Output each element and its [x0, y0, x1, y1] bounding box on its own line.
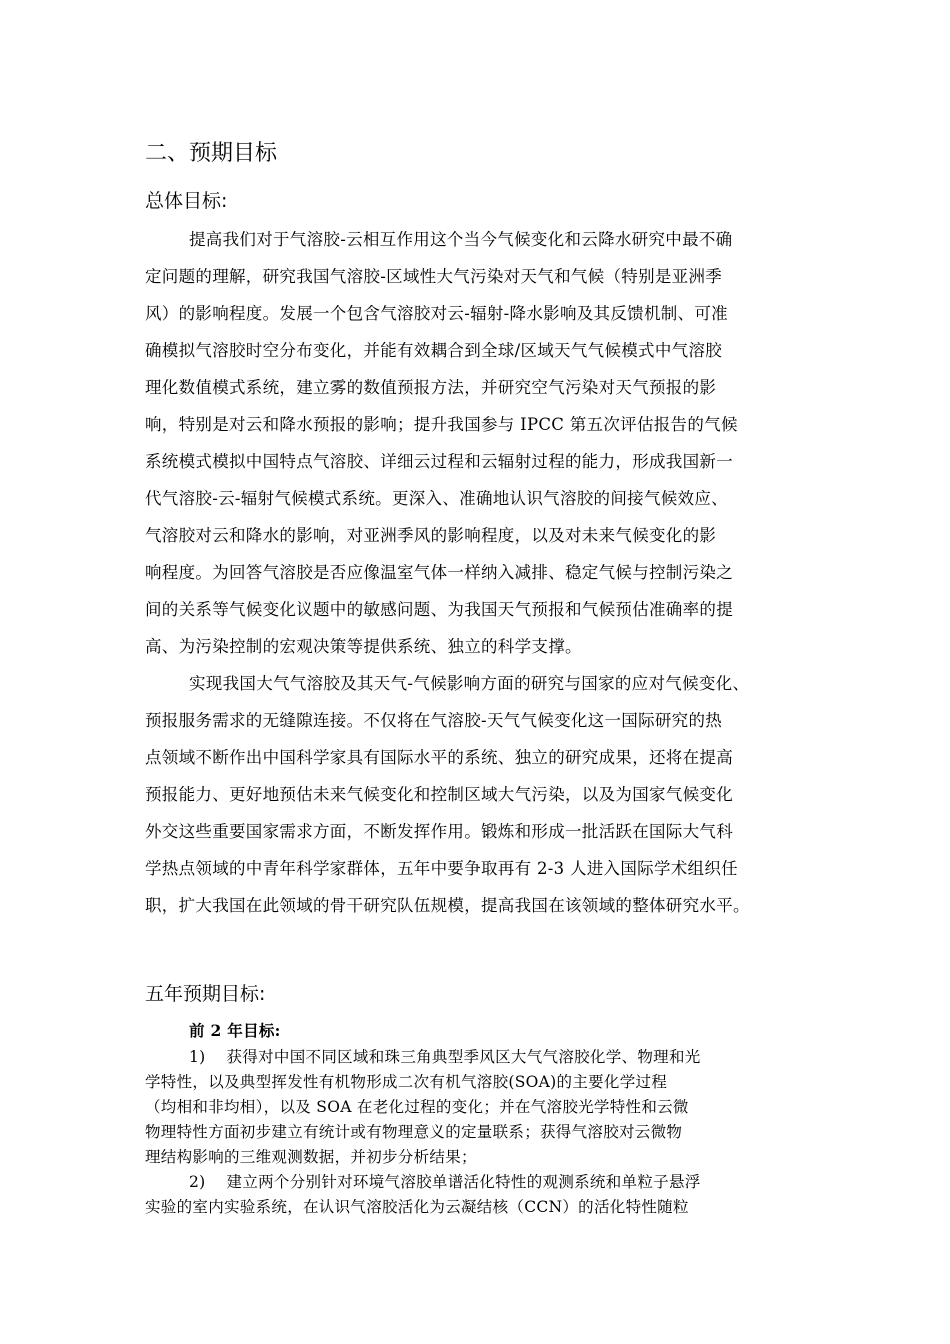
paragraph-line: 学热点领域的中青年科学家群体，五年中要争取再有 2-3 人进入国际学术组织任 [145, 859, 738, 878]
paragraph-line: 预报能力、更好地预估未来气候变化和控制区域大气污染，以及为国家气候变化 [145, 785, 733, 804]
paragraph-line: 确模拟气溶胶时空分布变化，并能有效耦合到全球/区域天气气候模式中气溶胶 [145, 341, 723, 360]
paragraph-line: 点领域不断作出中国科学家具有国际水平的系统、独立的研究成果，还将在提高 [145, 748, 733, 767]
section-heading: 二、预期目标 [145, 141, 278, 166]
paragraph-line: 响程度。为回答气溶胶是否应像温室气体一样纳入减排、稳定气候与控制污染之 [145, 563, 733, 582]
list-item-line: 1) 获得对中国不同区域和珠三角典型季风区大气气溶胶化学、物理和光 [189, 1048, 701, 1066]
paragraph-line: 理化数值模式系统，建立雾的数值预报方法，并研究空气污染对天气预报的影 [145, 378, 717, 397]
paragraph-line: 气溶胶对云和降水的影响，对亚洲季风的影响程度，以及对未来气候变化的影 [145, 526, 717, 545]
list-item-line: 物理特性方面初步建立有统计或有物理意义的定量联系；获得气溶胶对云微物 [145, 1123, 683, 1141]
paragraph-line: 职，扩大我国在此领域的骨干研究队伍规模，提高我国在该领域的整体研究水平。 [145, 896, 750, 915]
paragraph-line: 定问题的理解，研究我国气溶胶-区域性大气污染对天气和气候（特别是亚洲季 [145, 267, 723, 286]
list-item-line: 2) 建立两个分别针对环境气溶胶单谱活化特性的观测系统和单粒子悬浮 [189, 1173, 701, 1191]
paragraph-line: 外交这些重要国家需求方面，不断发挥作用。锻炼和形成一批活跃在国际大气科 [145, 822, 733, 841]
paragraph-line: 代气溶胶-云-辐射气候模式系统。更深入、准确地认识气溶胶的间接气候效应、 [145, 489, 728, 508]
paragraph-line: 系统模式模拟中国特点气溶胶、详细云过程和云辐射过程的能力，形成我国新一 [145, 452, 733, 471]
paragraph-line: 预报服务需求的无缝隙连接。不仅将在气溶胶-天气气候变化这一国际研究的热 [145, 711, 723, 730]
list-item-line: 学特性，以及典型挥发性有机物形成二次有机气溶胶(SOA)的主要化学过程 [145, 1073, 668, 1091]
list-item-line: （均相和非均相），以及 SOA 在老化过程的变化；并在气溶胶光学特性和云微 [145, 1098, 689, 1116]
paragraph-line: 提高我们对于气溶胶-云相互作用这个当今气候变化和云降水研究中最不确 [189, 230, 733, 249]
paragraph-line: 响，特别是对云和降水预报的影响；提升我国参与 IPCC 第五次评估报告的气候 [145, 415, 738, 434]
first-two-years-title: 前 2 年目标: [189, 1021, 281, 1040]
paragraph-line: 风）的影响程度。发展一个包含气溶胶对云-辐射-降水影响及其反馈机制、可准 [145, 304, 728, 323]
five-year-goal-title: 五年预期目标: [145, 983, 266, 1005]
overall-goal-title: 总体目标: [145, 190, 228, 212]
list-item-line: 理结构影响的三维观测数据，并初步分析结果； [145, 1148, 477, 1166]
paragraph-line: 实现我国大气气溶胶及其天气-气候影响方面的研究与国家的应对气候变化、 [189, 674, 750, 693]
list-item-line: 实验的室内实验系统，在认识气溶胶活化为云凝结核（CCN）的活化特性随粒 [145, 1198, 689, 1216]
paragraph-line: 高、为污染控制的宏观决策等提供系统、独立的科学支撑。 [145, 637, 582, 656]
paragraph-line: 间的关系等气候变化议题中的敏感问题、为我国天气预报和气候预估准确率的提 [145, 600, 733, 619]
